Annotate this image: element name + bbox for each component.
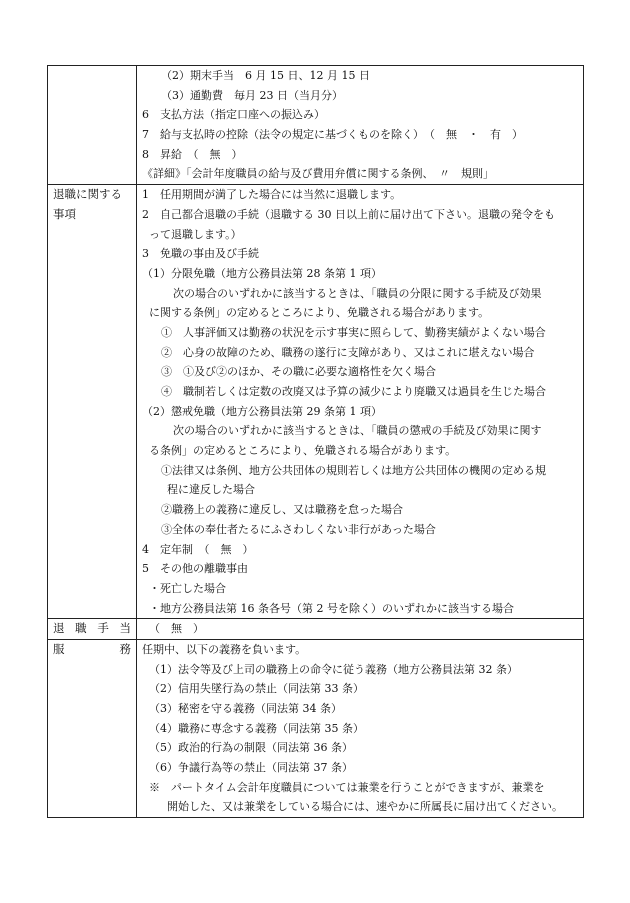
content-line: 2 自己都合退職の手続（退職する 30 日以上前に届け出て下さい。退職の発令をも: [142, 207, 555, 221]
content-line: （ 無 ）: [149, 622, 204, 636]
content-line: ④ 職制若しくは定数の改廃又は予算の減少により廃職又は過員を生じた場合: [161, 385, 546, 398]
row-content: [137, 185, 584, 619]
content-line: ・地方公務員法第 16 条各号（第 2 号を除く）のいずれかに該当する場合: [149, 601, 514, 615]
content-line: ・死亡した場合: [149, 581, 226, 595]
row-label-char: 退: [53, 621, 65, 636]
content-line: 1 任用期間が満了した場合には当然に退職します。: [142, 188, 402, 202]
row-label-char: 服: [53, 641, 65, 656]
content-line: る条例」の定めるところにより、免職される場合があります。: [149, 444, 457, 458]
content-line: ① 人事評価又は勤務の状況を示す事実に照らして、勤務実績がよくない場合: [161, 325, 546, 339]
retirement-row: [48, 185, 584, 619]
content-line: （6）争議行為等の禁止（同法第 37 条）: [149, 761, 353, 775]
row-label-line: 退職に関する: [53, 187, 122, 202]
content-line: ②職務上の義務に違反し、又は職務を怠った場合: [161, 503, 403, 517]
content-line: 程に違反した場合: [167, 483, 255, 497]
content-line: 3 免職の事由及び手続: [142, 247, 259, 261]
row-label: [48, 639, 137, 817]
row-label: [48, 619, 137, 640]
content-line: に関する条例」の定めるところにより、免職される場合があります。: [149, 306, 490, 320]
content-line: 次の場合のいずれかに該当するときは、「職員の分限に関する手続及び効果: [173, 286, 542, 300]
content-line: って退職します。）: [149, 227, 242, 241]
content-line: （2）信用失墜行為の禁止（同法第 33 条）: [149, 682, 364, 696]
content-line: ①法律又は条例、地方公共団体の規則若しくは地方公共団体の機関の定める規: [161, 463, 546, 477]
content-line: （2）期末手当 6 月 15 日、12 月 15 日: [161, 69, 370, 82]
row-label-char: 職: [75, 621, 87, 636]
row-label-line: [48, 640, 136, 660]
row-label: [48, 66, 137, 185]
content-line: 7 給与支払時の控除（法令の規定に基づくものを除く） （ 無 ・ 有 ）: [142, 128, 523, 142]
content-line: 任期中、以下の義務を負います。: [142, 642, 307, 656]
duties-row: [48, 639, 584, 817]
content-line: ※ パートタイム会計年度職員については兼業を行うことができますが、兼業を: [149, 780, 545, 794]
row-content: [137, 639, 584, 817]
content-line: （3）通勤費 毎月 23 日（当月分）: [161, 88, 343, 102]
content-line: 次の場合のいずれかに該当するときは、「職員の懲戒の手続及び効果に関す: [173, 424, 542, 438]
salary-continued-row: [48, 66, 584, 185]
content-line: 開始した、又は兼業をしている場合には、速やかに所属長に届け出てください。: [167, 800, 563, 814]
row-label-line: [48, 619, 136, 639]
content-line: （3）秘密を守る義務（同法第 34 条）: [149, 702, 342, 715]
content-line: （1）法令等及び上司の職務上の命令に従う義務（地方公務員法第 32 条）: [149, 662, 518, 676]
content-line: （1）分限免職（地方公務員法第 28 条第 1 項）: [142, 266, 382, 280]
row-content: [137, 619, 584, 640]
content-line: 6 支払方法（指定口座への振込み）: [142, 108, 325, 122]
content-line: ② 心身の故障のため、職務の遂行に支障があり、又はこれに堪えない場合: [161, 345, 535, 359]
employment-conditions-table: [47, 65, 584, 818]
row-label: [48, 185, 137, 619]
content-line: 4 定年制 （ 無 ）: [142, 542, 254, 556]
severance-pay-row: [48, 619, 584, 640]
content-line: ③全体の奉仕者たるにふさわしくない非行があった場合: [161, 522, 436, 536]
content-line: 《詳細》「会計年度職員の給与及び費用弁償に関する条例、 〃 規則」: [142, 167, 494, 181]
row-label-line: 事項: [53, 206, 76, 221]
row-label-char: 務: [119, 641, 131, 656]
row-label-char: 当: [119, 621, 131, 636]
content-line: （2）懲戒免職（地方公務員法第 29 条第 1 項）: [142, 404, 382, 418]
content-line: ③ ①及び②のほか、その職に必要な適格性を欠く場合: [161, 365, 436, 379]
content-line: （4）職務に専念する義務（同法第 35 条）: [149, 721, 364, 735]
content-line: 8 昇給 （ 無 ）: [142, 147, 243, 161]
row-label-char: 手: [97, 621, 109, 636]
content-line: 5 その他の離職事由: [142, 562, 248, 576]
content-line: （5）政治的行為の制限（同法第 36 条）: [149, 741, 353, 755]
row-content: [137, 66, 584, 185]
